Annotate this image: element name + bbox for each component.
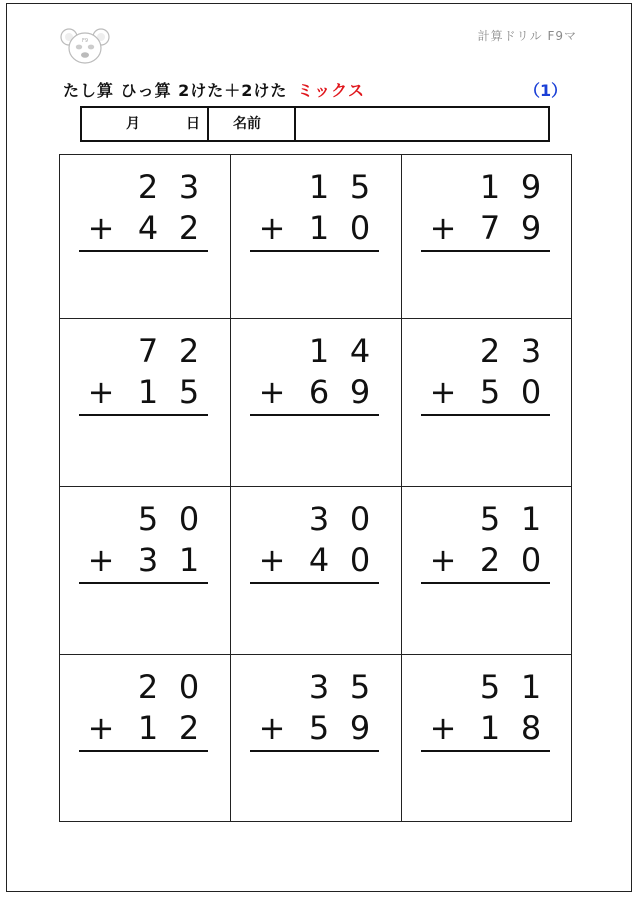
digit-ones: 9: [520, 168, 542, 206]
addend-bottom: [231, 208, 402, 248]
addend-top: [402, 167, 573, 207]
digit-tens: 4: [308, 541, 330, 579]
digit-ones: 9: [349, 373, 371, 411]
digit-ones: 8: [520, 709, 542, 747]
digit-tens: 7: [479, 209, 501, 247]
brand-label: 計算ドリル F9マ: [477, 29, 577, 43]
sum-line: [250, 582, 379, 584]
digit-ones: 1: [520, 668, 542, 706]
digit-tens: 4: [137, 209, 159, 247]
addend-top: [231, 667, 402, 707]
sum-line: [250, 414, 379, 416]
problem-cell[interactable]: [402, 155, 573, 322]
digit-tens: 5: [479, 373, 501, 411]
problem-cell[interactable]: [402, 487, 573, 654]
digit-tens: 3: [308, 500, 330, 538]
answer-area[interactable]: [250, 419, 379, 469]
digit-tens: 1: [137, 709, 159, 747]
digit-ones: 5: [349, 168, 371, 206]
plus-sign: +: [258, 541, 286, 579]
sum-line: [421, 250, 550, 252]
answer-area[interactable]: [79, 255, 208, 305]
sum-line: [250, 250, 379, 252]
addend-bottom: [231, 372, 402, 412]
plus-sign: +: [87, 709, 115, 747]
digit-ones: 3: [520, 332, 542, 370]
digit-ones: 0: [349, 541, 371, 579]
plus-sign: +: [258, 709, 286, 747]
digit-ones: 1: [178, 541, 200, 579]
name-box-divider: [207, 108, 209, 140]
problem-cell[interactable]: [231, 319, 402, 486]
answer-area[interactable]: [79, 587, 208, 637]
digit-tens: 5: [137, 500, 159, 538]
answer-area[interactable]: [79, 419, 208, 469]
addend-top: [60, 331, 231, 371]
sum-line: [421, 750, 550, 752]
sum-line: [250, 750, 379, 752]
digit-ones: 5: [178, 373, 200, 411]
digit-ones: 0: [520, 541, 542, 579]
problem-cell[interactable]: [60, 655, 231, 822]
digit-ones: 5: [349, 668, 371, 706]
worksheet-title: [63, 78, 365, 101]
answer-area[interactable]: [421, 255, 550, 305]
name-label: 名前: [233, 116, 261, 132]
addend-top: [402, 499, 573, 539]
addend-top: [60, 667, 231, 707]
digit-ones: 9: [520, 209, 542, 247]
problem-cell[interactable]: [402, 319, 573, 486]
name-field[interactable]: [296, 108, 548, 140]
addend-top: [60, 499, 231, 539]
plus-sign: +: [87, 373, 115, 411]
plus-sign: +: [258, 209, 286, 247]
sum-line: [421, 414, 550, 416]
sheet-number: （1）: [524, 81, 568, 100]
digit-tens: 5: [308, 709, 330, 747]
digit-ones: 0: [349, 209, 371, 247]
plus-sign: +: [429, 209, 457, 247]
digit-tens: 1: [308, 209, 330, 247]
problem-cell[interactable]: [231, 487, 402, 654]
addend-top: [402, 331, 573, 371]
digit-tens: 1: [308, 332, 330, 370]
answer-area[interactable]: [250, 755, 379, 805]
digit-tens: 2: [479, 541, 501, 579]
digit-tens: 3: [308, 668, 330, 706]
plus-sign: +: [429, 541, 457, 579]
plus-sign: +: [429, 373, 457, 411]
addend-top: [231, 167, 402, 207]
problem-cell[interactable]: [231, 655, 402, 822]
digit-ones: 2: [178, 332, 200, 370]
sum-line: [421, 582, 550, 584]
problem-cell[interactable]: [60, 487, 231, 654]
answer-area[interactable]: [421, 755, 550, 805]
addend-top: [231, 499, 402, 539]
sum-line: [79, 750, 208, 752]
addend-top: [231, 331, 402, 371]
plus-sign: +: [87, 541, 115, 579]
day-label: 日: [186, 116, 200, 132]
digit-tens: 1: [308, 168, 330, 206]
problem-cell[interactable]: [402, 655, 573, 822]
title-main: たし算 ひっ算 2けた＋2けた: [63, 81, 288, 100]
digit-ones: 3: [178, 168, 200, 206]
digit-tens: 5: [479, 668, 501, 706]
sum-line: [79, 250, 208, 252]
addend-bottom: [60, 540, 231, 580]
problem-cell[interactable]: [60, 319, 231, 486]
addend-bottom: [402, 372, 573, 412]
bear-mascot-logo: [59, 26, 111, 66]
problem-grid: [59, 154, 572, 822]
addend-bottom: [231, 540, 402, 580]
problem-cell[interactable]: [60, 155, 231, 322]
digit-ones: 2: [178, 709, 200, 747]
sum-line: [79, 582, 208, 584]
digit-tens: 1: [479, 168, 501, 206]
digit-ones: 9: [349, 709, 371, 747]
svg-text:F9: F9: [81, 38, 89, 44]
addend-bottom: [231, 708, 402, 748]
digit-tens: 1: [479, 709, 501, 747]
digit-ones: 2: [178, 209, 200, 247]
digit-tens: 7: [137, 332, 159, 370]
addend-bottom: [402, 540, 573, 580]
answer-area[interactable]: [250, 587, 379, 637]
digit-ones: 0: [349, 500, 371, 538]
digit-tens: 3: [137, 541, 159, 579]
addend-bottom: [402, 208, 573, 248]
plus-sign: +: [87, 209, 115, 247]
problem-cell[interactable]: [231, 155, 402, 322]
addend-bottom: [402, 708, 573, 748]
digit-tens: 2: [137, 168, 159, 206]
addend-top: [60, 167, 231, 207]
digit-ones: 0: [178, 668, 200, 706]
digit-tens: 5: [479, 500, 501, 538]
digit-tens: 2: [137, 668, 159, 706]
answer-area[interactable]: [79, 755, 208, 805]
addend-bottom: [60, 708, 231, 748]
digit-tens: 1: [137, 373, 159, 411]
addend-top: [402, 667, 573, 707]
addend-bottom: [60, 208, 231, 248]
title-accent: ミックス: [297, 81, 365, 100]
month-label: 月: [126, 116, 140, 132]
digit-ones: 0: [178, 500, 200, 538]
answer-area[interactable]: [421, 419, 550, 469]
name-date-box: [80, 106, 550, 142]
plus-sign: +: [258, 373, 286, 411]
answer-area[interactable]: [421, 587, 550, 637]
answer-area[interactable]: [250, 255, 379, 305]
sum-line: [79, 414, 208, 416]
digit-ones: 1: [520, 500, 542, 538]
addend-bottom: [60, 372, 231, 412]
digit-ones: 0: [520, 373, 542, 411]
digit-tens: 6: [308, 373, 330, 411]
digit-tens: 2: [479, 332, 501, 370]
digit-ones: 4: [349, 332, 371, 370]
plus-sign: +: [429, 709, 457, 747]
